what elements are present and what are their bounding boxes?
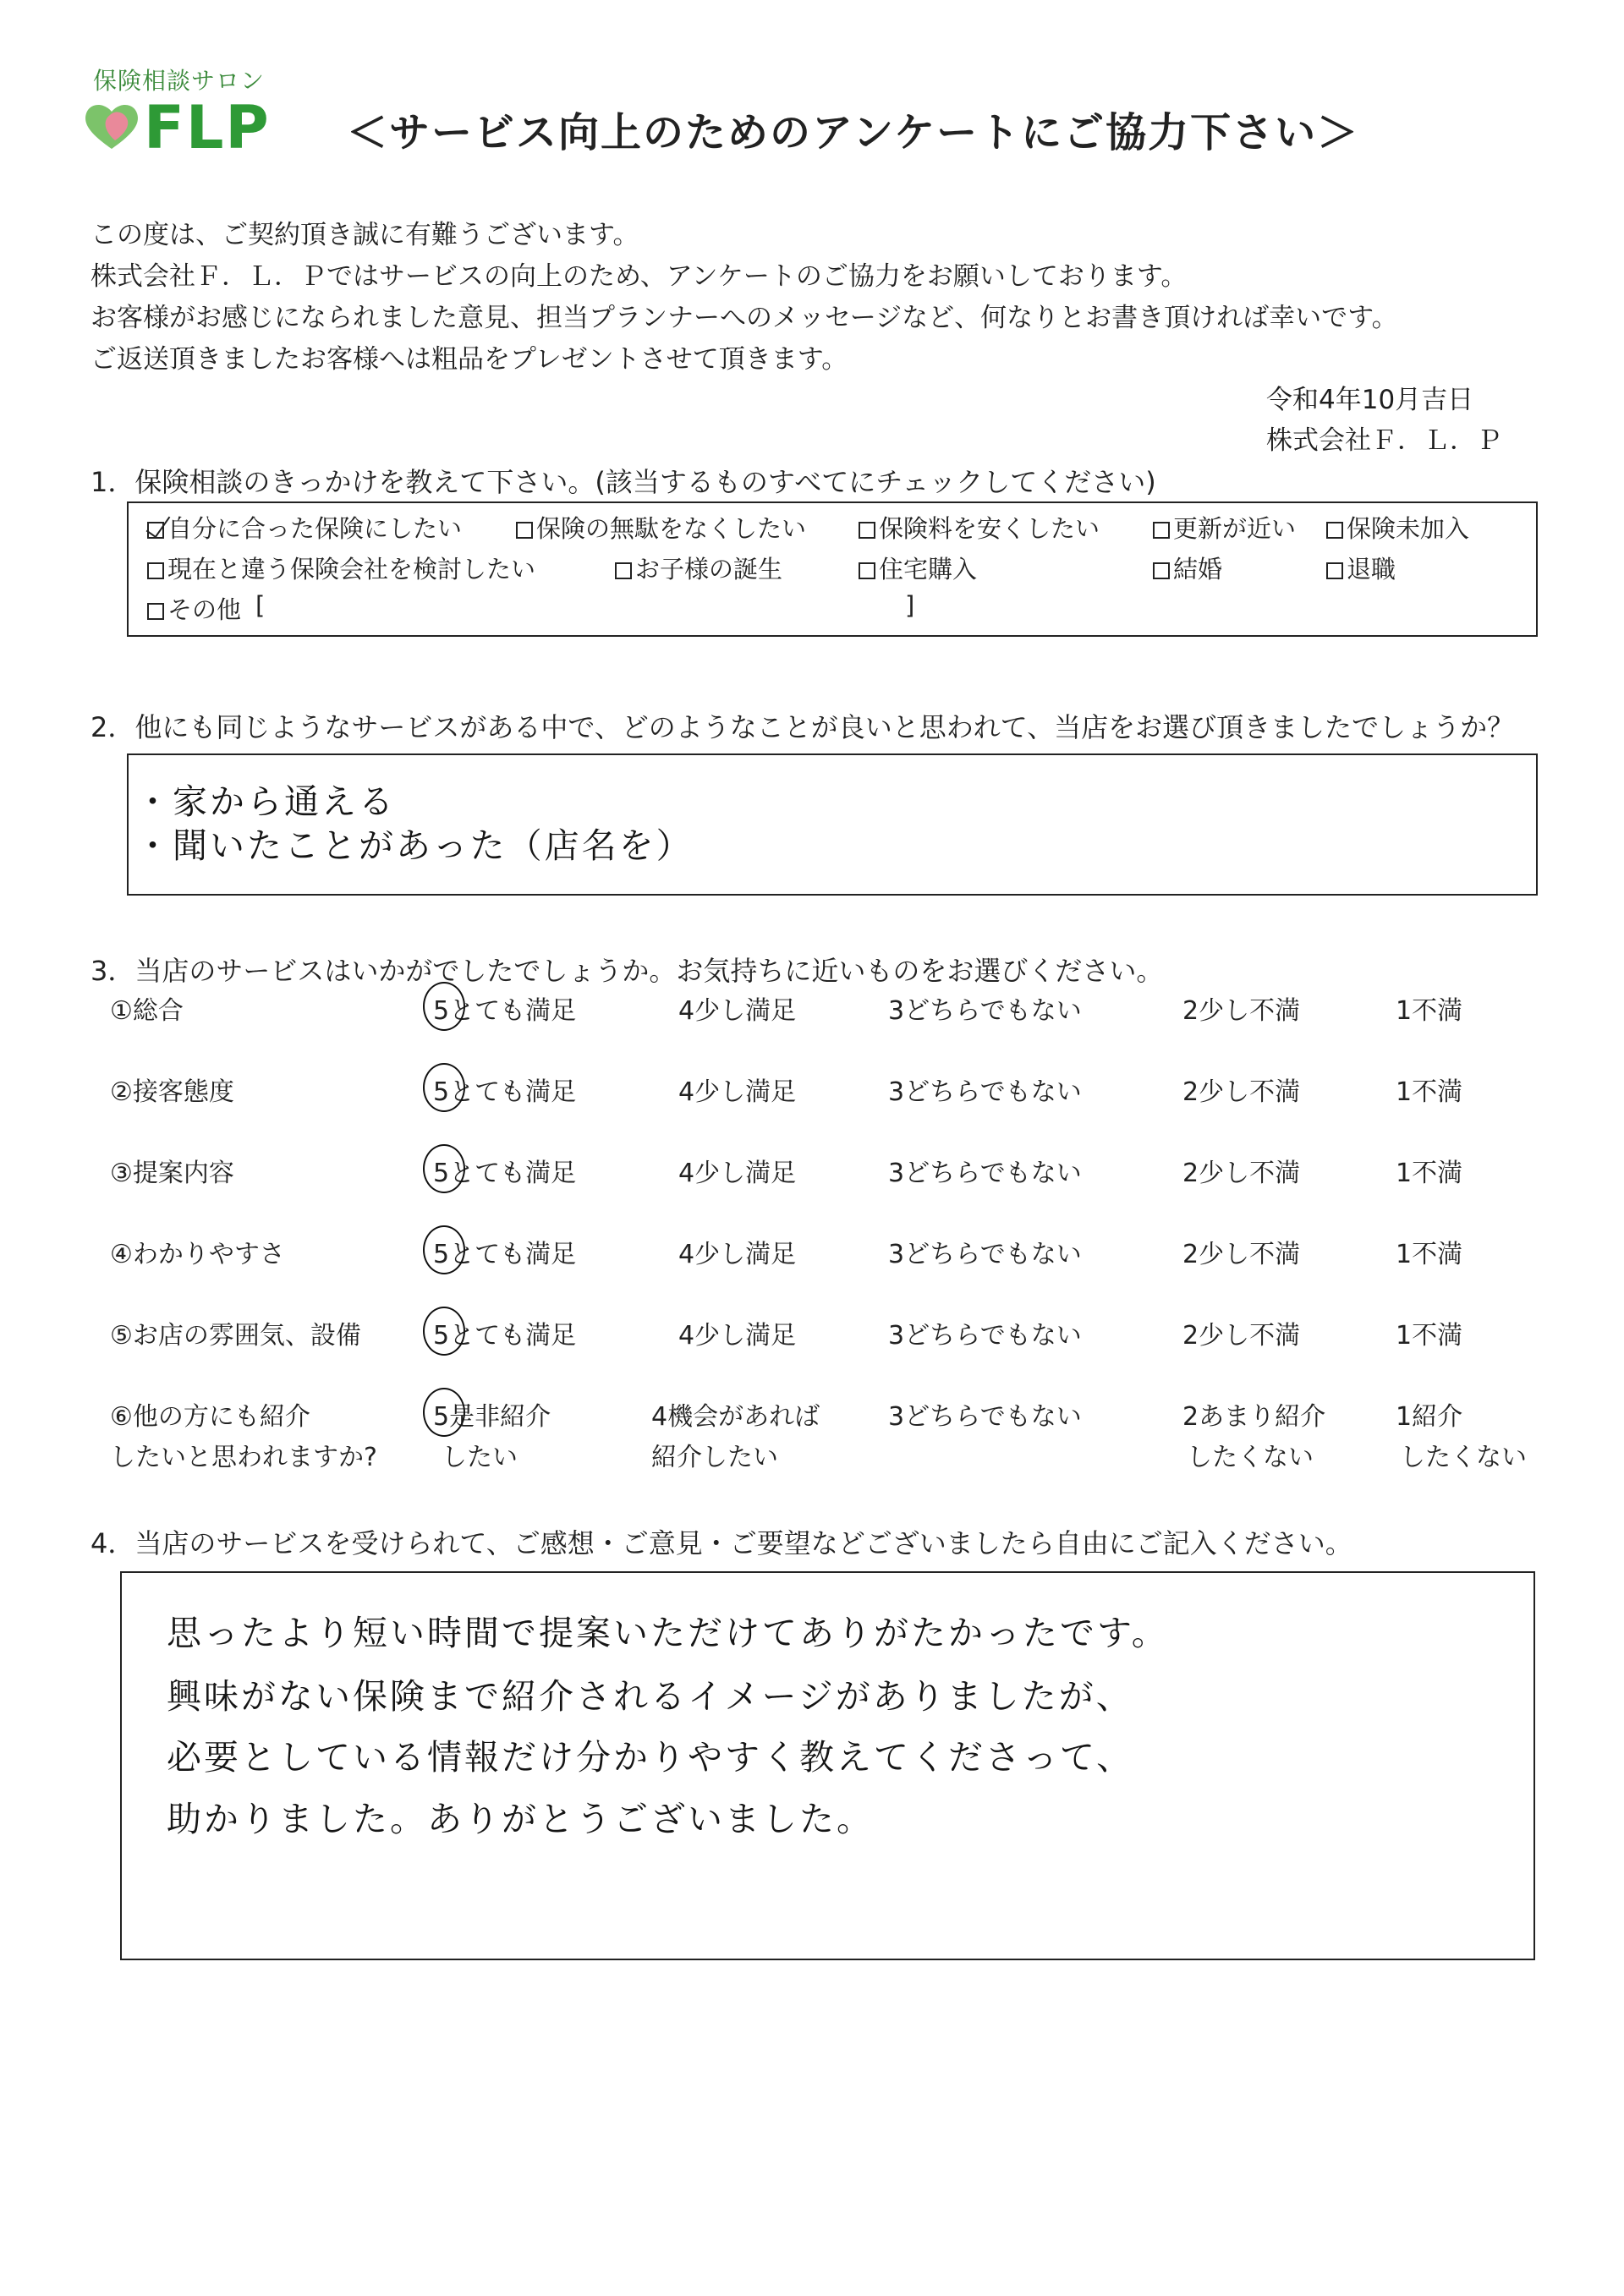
q3-row-3-opt-4[interactable]: 4少し満足 bbox=[678, 1159, 797, 1188]
checkbox[interactable] bbox=[1326, 522, 1343, 539]
q3-row-4-label: ④わかりやすさ bbox=[110, 1240, 285, 1269]
q4-question: 4．当店のサービスを受けられて、ご感想・ご意見・ご要望などございましたら自由にご記入ください。 bbox=[91, 1527, 1352, 1559]
logo-subtitle: 保険相談サロン bbox=[93, 67, 266, 95]
q2-question: 2．他にも同じようなサービスがある中で、どのようなことが良いと思われて、当店をお選び頂きましたでしょうか？ bbox=[91, 711, 1515, 743]
q3-row-5-opt-2[interactable]: 2少し不満 bbox=[1182, 1321, 1301, 1351]
q3-row-6-opt-2[interactable]: 2あまり紹介 bbox=[1182, 1402, 1326, 1432]
q3-row-3-opt-1[interactable]: 1不満 bbox=[1396, 1159, 1463, 1188]
q3-row-3-opt-5[interactable]: 5とても満足 bbox=[433, 1159, 577, 1188]
q1-option-premium[interactable]: 保険料を安くしたい bbox=[859, 510, 1100, 545]
q3-row-5-opt-3[interactable]: 3どちらでもない bbox=[888, 1321, 1082, 1351]
q4-answer-line-1: 思ったより短い時間で提案いただけてありがたかったです。 bbox=[167, 1613, 1169, 1653]
checkbox[interactable] bbox=[1153, 562, 1170, 579]
q3-row-6-opt-5[interactable]: 5是非紹介 bbox=[433, 1402, 551, 1432]
q3-row-6-opt-5-line-2[interactable]: したい bbox=[442, 1443, 518, 1472]
q3-row-1-label: ①総合 bbox=[110, 996, 184, 1026]
q3-row-4-selection-circle bbox=[423, 1225, 465, 1274]
q1-option-waste[interactable]: 保険の無駄をなくしたい bbox=[516, 510, 806, 545]
date: 令和4年10月吉日 bbox=[1266, 385, 1474, 415]
q3-row-3-label: ③提案内容 bbox=[110, 1159, 234, 1188]
checkbox[interactable] bbox=[615, 562, 632, 579]
q3-row-4-opt-4[interactable]: 4少し満足 bbox=[678, 1240, 797, 1269]
checkbox[interactable] bbox=[516, 522, 533, 539]
q3-row-2-opt-4[interactable]: 4少し満足 bbox=[678, 1077, 797, 1107]
q3-row-5-opt-5[interactable]: 5とても満足 bbox=[433, 1321, 577, 1351]
q4-answer-line-2: 興味がない保険まで紹介されるイメージがありましたが、 bbox=[167, 1676, 1133, 1717]
q3-row-6-label-2: したいと思われますか? bbox=[110, 1443, 377, 1472]
q3-row-2-opt-2[interactable]: 2少し不満 bbox=[1182, 1077, 1301, 1107]
q1-option-uninsured[interactable]: 保険未加入 bbox=[1326, 510, 1469, 545]
q3-row-6-opt-3[interactable]: 3どちらでもない bbox=[888, 1402, 1082, 1432]
q4-answer-line-3: 必要としている情報だけ分かりやすく教えてくださって、 bbox=[167, 1737, 1134, 1778]
q3-row-5-selection-circle bbox=[423, 1307, 465, 1356]
q3-question: 3．当店のサービスはいかがでしたでしょうか。お気持ちに近いものをお選びください。 bbox=[91, 955, 1164, 987]
company-name: 株式会社Ｆ．Ｌ．Ｐ bbox=[1266, 425, 1502, 456]
q3-row-6-label-1: ⑥他の方にも紹介 bbox=[110, 1402, 310, 1432]
checkbox[interactable] bbox=[1153, 522, 1170, 539]
q3-row-6-opt-4[interactable]: 4機会があれば bbox=[651, 1402, 820, 1432]
q1-other-bracket-open: [ bbox=[255, 591, 266, 620]
checkbox[interactable] bbox=[147, 603, 164, 620]
q2-answer-line-1: ・家から通える bbox=[135, 781, 396, 822]
q3-row-4-opt-3[interactable]: 3どちらでもない bbox=[888, 1240, 1082, 1269]
q3-row-6-opt-2-line-2[interactable]: したくない bbox=[1187, 1443, 1314, 1472]
intro-line-3: お客様がお感じになられました意見、担当プランナーへのメッセージなど、何なりとお書き頂ければ幸いです。 bbox=[91, 303, 1398, 333]
q1-option-child-birth[interactable]: お子様の誕生 bbox=[615, 551, 782, 585]
q3-row-1-opt-3[interactable]: 3どちらでもない bbox=[888, 996, 1082, 1026]
q1-option-other-company[interactable]: 現在と違う保険会社を検討したい bbox=[147, 551, 535, 585]
q3-row-1-opt-1[interactable]: 1不満 bbox=[1396, 996, 1463, 1026]
logo-text: FLP bbox=[144, 93, 271, 162]
q1-other-bracket-close: ] bbox=[905, 591, 915, 620]
q3-row-6-selection-circle bbox=[423, 1388, 465, 1437]
q1-option-house[interactable]: 住宅購入 bbox=[859, 551, 977, 585]
q3-row-6-opt-1-line-2[interactable]: したくない bbox=[1400, 1443, 1527, 1472]
q3-row-6-opt-4-line-2[interactable]: 紹介したい bbox=[651, 1443, 778, 1472]
checkbox[interactable] bbox=[1326, 562, 1343, 579]
intro-line-2: 株式会社Ｆ．Ｌ．Ｐではサービスの向上のため、アンケートのご協力をお願いしております。 bbox=[91, 261, 1188, 292]
q3-row-2-opt-3[interactable]: 3どちらでもない bbox=[888, 1077, 1082, 1107]
q1-option-retirement[interactable]: 退職 bbox=[1326, 551, 1396, 585]
q3-row-3-selection-circle bbox=[423, 1144, 465, 1193]
q1-option-marriage[interactable]: 結婚 bbox=[1153, 551, 1222, 585]
checkbox-checked[interactable] bbox=[147, 522, 164, 539]
q3-row-2-label: ②接客態度 bbox=[110, 1077, 234, 1107]
q3-row-5-label: ⑤お店の雰囲気、設備 bbox=[110, 1321, 361, 1351]
q1-question: 1．保険相談のきっかけを教えて下さい。(該当するものすべてにチェックしてください) bbox=[91, 466, 1156, 498]
intro-line-4: ご返送頂きましたお客様へは粗品をプレゼントさせて頂きます。 bbox=[91, 344, 848, 375]
q3-row-1-opt-2[interactable]: 2少し不満 bbox=[1182, 996, 1301, 1026]
q3-row-1-selection-circle bbox=[423, 982, 465, 1031]
q3-row-1-opt-5[interactable]: 5とても満足 bbox=[433, 996, 577, 1026]
checkbox[interactable] bbox=[859, 562, 875, 579]
checkbox[interactable] bbox=[147, 562, 164, 579]
q3-row-3-opt-2[interactable]: 2少し不満 bbox=[1182, 1159, 1301, 1188]
q3-row-5-opt-4[interactable]: 4少し満足 bbox=[678, 1321, 797, 1351]
q3-row-4-opt-2[interactable]: 2少し不満 bbox=[1182, 1240, 1301, 1269]
q1-option-other[interactable]: その他 bbox=[147, 591, 241, 626]
q3-row-2-selection-circle bbox=[423, 1063, 465, 1112]
q4-answer-line-4: 助かりました。ありがとうございました。 bbox=[167, 1799, 874, 1839]
q3-row-5-opt-1[interactable]: 1不満 bbox=[1396, 1321, 1463, 1351]
logo-heart-icon bbox=[81, 100, 142, 152]
intro-line-1: この度は、ご契約頂き誠に有難うございます。 bbox=[91, 220, 639, 250]
q1-option-fit[interactable]: 自分に合った保険にしたい bbox=[147, 510, 462, 545]
q3-row-2-opt-1[interactable]: 1不満 bbox=[1396, 1077, 1463, 1107]
checkbox[interactable] bbox=[859, 522, 875, 539]
q3-row-4-opt-1[interactable]: 1不満 bbox=[1396, 1240, 1463, 1269]
page-title: ＜サービス向上のためのアンケートにご協力下さい＞ bbox=[347, 109, 1360, 156]
q3-row-4-opt-5[interactable]: 5とても満足 bbox=[433, 1240, 577, 1269]
q1-option-renewal[interactable]: 更新が近い bbox=[1153, 510, 1296, 545]
q3-row-3-opt-3[interactable]: 3どちらでもない bbox=[888, 1159, 1082, 1188]
q3-row-6-opt-1[interactable]: 1紹介 bbox=[1396, 1402, 1463, 1432]
q3-row-2-opt-5[interactable]: 5とても満足 bbox=[433, 1077, 577, 1107]
q2-answer-line-2: ・聞いたことがあった（店名を） bbox=[135, 825, 694, 866]
q3-row-1-opt-4[interactable]: 4少し満足 bbox=[678, 996, 797, 1026]
